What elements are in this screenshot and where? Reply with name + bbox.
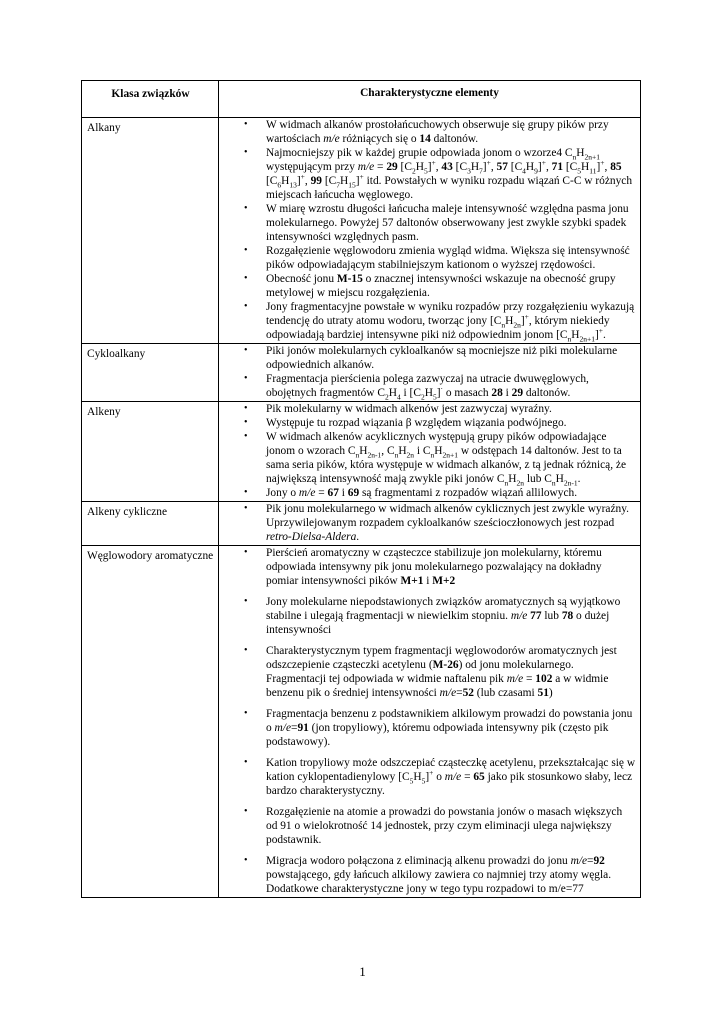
compound-class: Alkeny cykliczne <box>82 502 219 546</box>
list-item: • Fragmentacja pierścienia polega zazwyczaj na utracie dwuwęglowych, obojętnych fragmentów $C_2H_4$ i $[C_2H_5]^\cdot$ o masach 28 i 29 daltonów. <box>219 372 636 400</box>
list-item: • Pik jonu molekularnego w widmach alkenów cyklicznych jest zwykle wyraźny. Uprzywilejowanym rozpadem cykloalkanów sześcioczłonowych jest rozpad retro-Dielsa-Aldera. <box>219 502 636 544</box>
compound-class: Węglowodory aromatyczne <box>82 546 219 898</box>
page-number: 1 <box>359 964 366 979</box>
table-row <box>82 344 641 402</box>
list-item: • Pik molekularny w widmach alkenów jest zazwyczaj wyraźny. <box>219 402 636 416</box>
table-row <box>82 118 641 344</box>
compound-class: Alkeny <box>82 402 219 502</box>
list-item: • Występuje tu rozpad wiązania β względem wiązania podwójnego. <box>219 416 636 430</box>
list-item: • W widmach alkenów acyklicznych występują grupy pików odpowiadające jonom o wzorach $C_nH_{2n-1}$, $C_nH_{2n}$ i $C_nH_{2n+1}$ w odstępach 14 daltonów. Jest to ta sama seria pików, która występuje w widmach alkanów, z tą jednak różnicą, że największą intensywność mają zwykle piki jonów $C_nH_{2n}$ lub $C_nH_{2n-1}$. <box>219 430 636 486</box>
list-item: • Jony fragmentacyjne powstałe w wyniku rozpadów przy rozgałęzieniu wykazują tendencję do utraty atomu wodoru, tworząc jony $[C_nH_{2n}]^+$, którym niekiedy odpowiadają bardziej intensywne piki niż odpowiednim jonom $[C_nH_{2n+1}]^+$. <box>219 300 636 342</box>
characteristic-elements <box>219 118 641 344</box>
list-item: • Charakterystycznym typem fragmentacji węglowodorów aromatycznych jest odszczepienie cząsteczki acetylenu (M-26) od jonu molekularnego. Fragmentacji tej odpowiada w widmie naftalenu pik m/e = 102 a w widmie benzenu pik o średniej intensywności m/e=52 (lub czasami 51) <box>219 644 636 700</box>
characteristics-table <box>81 80 641 898</box>
table-header-row <box>82 81 641 118</box>
table-row <box>82 502 641 546</box>
list-item: • Jony molekularne niepodstawionych związków aromatycznych są wyjątkowo stabilne i ulegają fragmentacji w niewielkim stopniu. m/e 77 lub 78 o dużej intensywności <box>219 595 636 637</box>
list-item: • Obecność jonu M-15 o znacznej intensywności wskazuje na obecność grupy metylowej w miejscu rozgałęzienia. <box>219 272 636 300</box>
list-item: • Pierścień aromatyczny w cząsteczce stabilizuje jon molekularny, któremu odpowiada intensywny pik jonu molekularnego pozwalający na dokładny pomiar intensywności pików M+1 i M+2 <box>219 546 636 588</box>
compound-class: Cykloalkany <box>82 344 219 402</box>
bullet-list <box>219 402 636 500</box>
list-item: • Piki jonów molekularnych cykloalkanów są mocniejsze niż piki molekularne odpowiednich alkanów. <box>219 344 636 372</box>
header-elements: Charakterystyczne elementy <box>219 81 641 118</box>
bullet-list <box>219 502 636 544</box>
list-item: • Rozgałęzienie na atomie a prowadzi do powstania jonów o masach większych od 91 o wielokrotność 14 jednostek, przy czym eliminacji ulega największy podstawnik. <box>219 805 636 847</box>
list-item: • Rozgałęzienie węglowodoru zmienia wygląd widma. Większa się intensywność pików odpowiadającym stabilniejszym kationom o wyższej rzędowości. <box>219 244 636 272</box>
characteristic-elements <box>219 546 641 898</box>
list-item: • Najmocniejszy pik w każdej grupie odpowiada jonom o wzorze4 $C_nH_{2n+1}$ występującym przy m/e = 29 $[C_2H_5]^+$, 43 $[C_3H_7]^+$, 57 $[C_4H_9]^+$, 71 $[C_5H_{11}]^+$, 85 $[C_6H_{13}]^+$, 99 $[C_7H_{15}]^+$ itd. Powstałych w wyniku rozpadu wiązań C-C w różnych miejscach łańcucha węglowego. <box>219 146 636 202</box>
table-row <box>82 402 641 502</box>
characteristic-elements <box>219 402 641 502</box>
list-item: • Jony o m/e = 67 i 69 są fragmentami z rozpadów wiązań allilowych. <box>219 486 636 500</box>
characteristic-elements <box>219 344 641 402</box>
table-row <box>82 546 641 898</box>
bullet-list <box>219 546 636 896</box>
list-item: • Kation tropyliowy może odszczepiać cząsteczkę acetylenu, przekształcając się w kation cyklopentadienylowy $[C_5H_5]^+$ o m/e = 65 jako pik stosunkowo słaby, lecz bardzo charakterystyczny. <box>219 756 636 798</box>
bullet-list <box>219 344 636 400</box>
header-class: Klasa związków <box>82 81 219 118</box>
list-item: • Fragmentacja benzenu z podstawnikiem alkilowym prowadzi do powstania jonu o m/e=91 (jon tropyliowy), któremu odpowiada intensywny pik (często pik podstawowy). <box>219 707 636 749</box>
list-item: • W widmach alkanów prostołańcuchowych obserwuje się grupy pików przy wartościach m/e różniących się o 14 daltonów. <box>219 118 636 146</box>
characteristic-elements <box>219 502 641 546</box>
list-item: • W miarę wzrostu długości łańcucha maleje intensywność względna pasma jonu molekularnego. Powyżej 57 daltonów obserwowany jest zwykle szybki spadek intensywności względnych pasm. <box>219 202 636 244</box>
bullet-list <box>219 118 636 342</box>
list-item: • Migracja wodoro połączona z eliminacją alkenu prowadzi do jonu m/e=92 powstającego, gdy łańcuch alkilowy zawiera co najmniej trzy atomy węgla. Dodatkowe charakterystyczne jony w tego typu rozpadowi to m/e=77 <box>219 854 636 896</box>
compound-class: Alkany <box>82 118 219 344</box>
